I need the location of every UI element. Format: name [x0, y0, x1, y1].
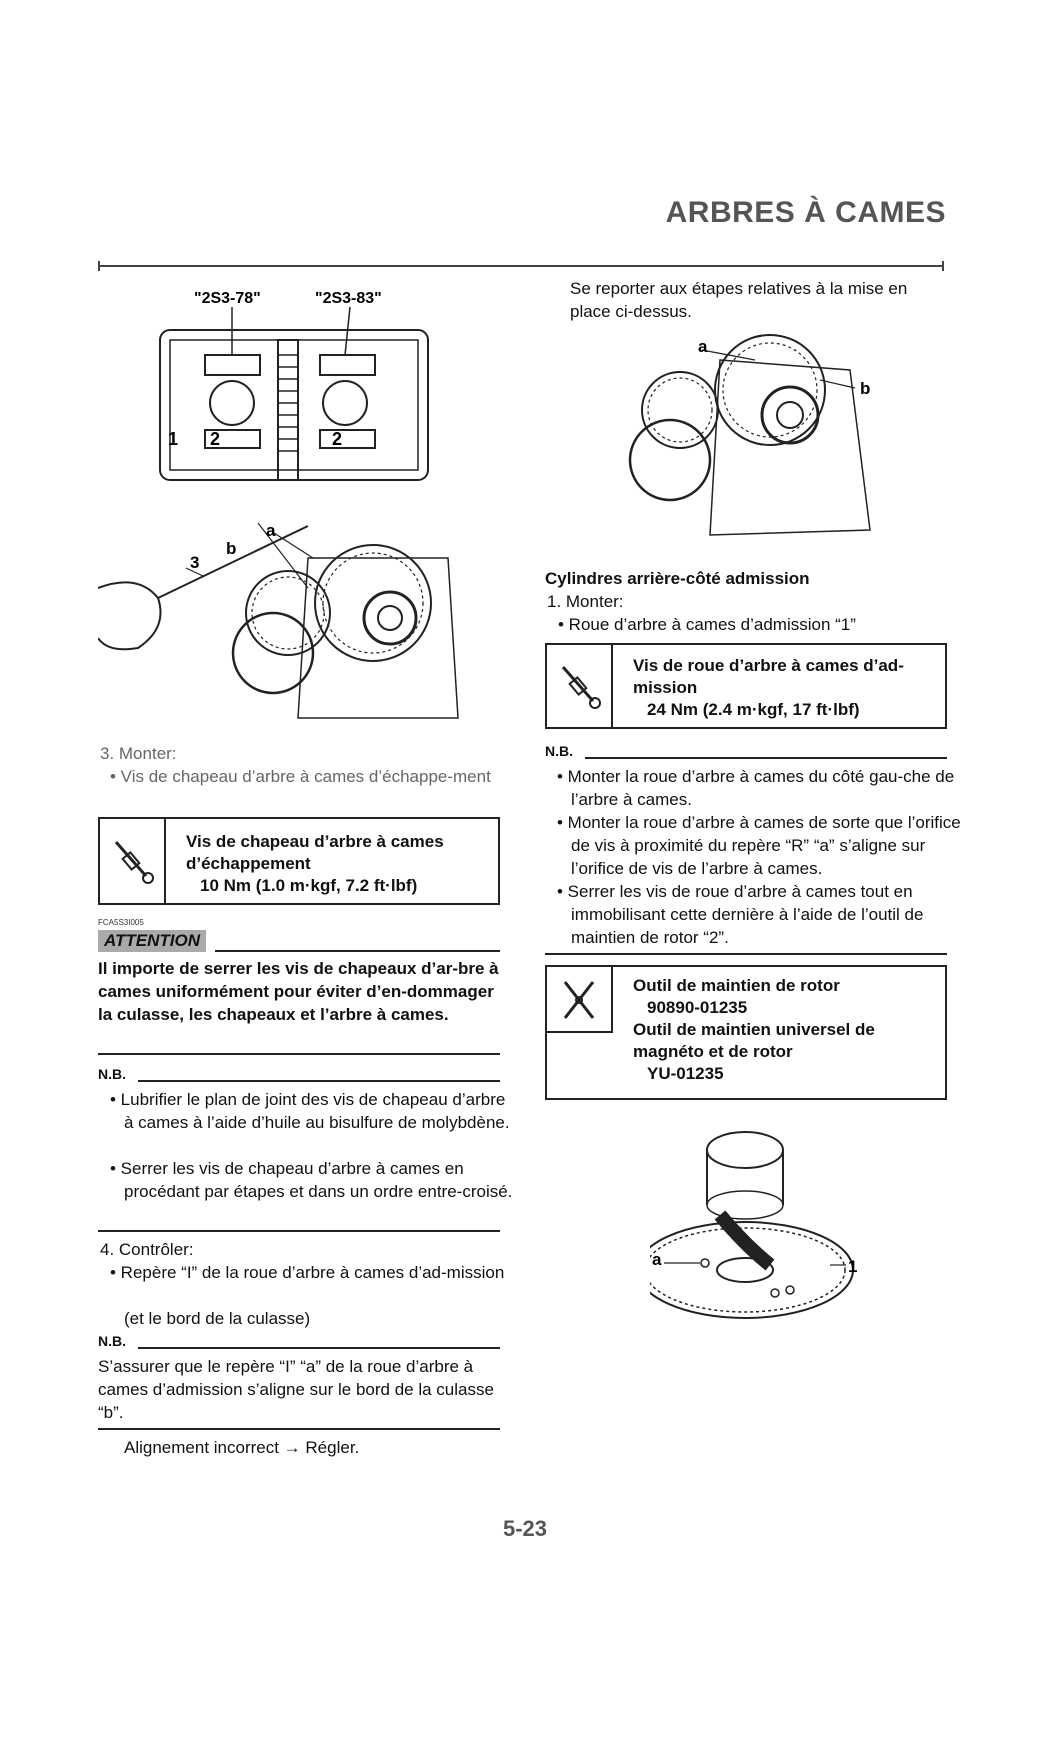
figure-intake-sprocket — [620, 330, 880, 550]
fig2-callout-3: 3 — [190, 553, 200, 572]
step-3-item: • Vis de chapeau d’arbre à cames d’échappe-ment — [110, 767, 491, 786]
attention-text: Il importe de serrer les vis de chapeaux d’ar-bre à cames uniformément pour éviter d’en-dommager la culasse, les chapeaux et l’arbre à cames. — [98, 959, 499, 1024]
nb3-item1: • Monter la roue d’arbre à cames du côté gau-che de l’arbre à cames. — [557, 767, 955, 809]
spec1-line1: Vis de chapeau d’arbre à cames — [186, 832, 444, 851]
attention-rule — [215, 950, 500, 952]
page-title: ARBRES À CAMES — [665, 196, 946, 229]
tool-line5: YU-01235 — [647, 1064, 724, 1083]
spec1-line2: d’échappement — [186, 854, 311, 873]
fig1-label-right: "2S3-83" — [315, 290, 382, 307]
step-1-item: • Roue d’arbre à cames d’admission “1” — [558, 615, 856, 634]
nb3-item2: • Monter la roue d’arbre à cames de sorte que l’orifice de vis à proximité du repère “R” “a” s’aligne sur l’orifice de vis de l’arbre à cames. — [557, 813, 961, 878]
nb2-rule — [138, 1347, 500, 1349]
rotor-holder-tool-icon — [547, 967, 613, 1033]
nb1-end-rule — [98, 1230, 500, 1232]
attention-label: ATTENTION — [98, 930, 206, 952]
nb1-item1: • Lubrifier le plan de joint des vis de chapeau d’arbre à cames à l’aide d’huile au bisulfure de molybdène. — [110, 1090, 510, 1132]
fig1-callout-2b: 2 — [332, 429, 343, 449]
fig1-callout-2a: 2 — [210, 429, 221, 449]
spec-box-intake — [545, 643, 947, 729]
header-rule — [98, 265, 944, 267]
fig3-callout-a: a — [698, 337, 708, 356]
step-4-sub: (et le bord de la culasse) — [124, 1309, 311, 1328]
fig4-callout-a: a — [652, 1250, 662, 1269]
section-title: Cylindres arrière-côté admission — [545, 569, 810, 588]
tool-line1: Outil de maintien de rotor — [633, 976, 840, 995]
fig1-label-left: "2S3-78" — [194, 290, 261, 307]
tool-box — [545, 965, 947, 1100]
intro-text: Se reporter aux étapes relatives à la mise en place ci-dessus. — [570, 279, 908, 321]
figure-sprocket-alignment — [98, 518, 488, 743]
fig4-callout-1: 1 — [848, 1257, 858, 1276]
spec2-value: 24 Nm (2.4 m·kgf, 17 ft·lbf) — [647, 700, 860, 719]
fig3-callout-b: b — [860, 379, 871, 398]
torque-wrench-icon — [547, 645, 613, 727]
spec-box-exhaust — [98, 817, 500, 905]
spec2-line2: mission — [633, 678, 698, 697]
figure-camshaft-sprocket — [650, 1115, 870, 1330]
tool-line3: Outil de maintien universel de — [633, 1020, 875, 1039]
code-ref: FCA5S3I005 — [98, 918, 144, 927]
nb2-label: N.B. — [98, 1333, 126, 1349]
nb1-item2: • Serrer les vis de chapeau d’arbre à cames en procédant par étapes et dans un ordre entre-croisé. — [110, 1159, 513, 1201]
nb2-end-rule — [98, 1428, 500, 1430]
fig2-callout-b: b — [226, 539, 237, 558]
attention-end-rule — [98, 1053, 500, 1055]
nb3-label: N.B. — [545, 743, 573, 759]
tool-line4: magnéto et de rotor — [633, 1042, 793, 1061]
fig2-callout-a: a — [266, 521, 276, 540]
torque-wrench-icon — [100, 819, 166, 903]
spec1-value: 10 Nm (1.0 m·kgf, 7.2 ft·lbf) — [200, 876, 418, 895]
step-4-item: • Repère “I” de la roue d’arbre à cames d’ad-mission — [110, 1263, 505, 1282]
nb3-end-rule — [545, 953, 947, 955]
page-number: 5-23 — [502, 1516, 548, 1541]
step-4: 4. Contrôler: — [100, 1240, 194, 1259]
nb3-item3: • Serrer les vis de roue d’arbre à cames tout en immobilisant cette dernière à l’aide de l’outil de maintien de rotor “2”. — [557, 882, 924, 947]
step-3: 3. Monter: — [100, 744, 177, 763]
step-1: 1. Monter: — [547, 592, 624, 611]
nb2-text: S’assurer que le repère “I” “a” de la roue d’arbre à cames d’admission s’aligne sur le bord de la culasse “b”. — [98, 1357, 494, 1422]
misalignment-action: Alignement incorrect → Régler. — [124, 1438, 360, 1457]
fig1-callout-1: 1 — [168, 429, 179, 449]
spec2-line1: Vis de roue d’arbre à cames d’ad- — [633, 656, 904, 675]
nb3-rule — [585, 757, 947, 759]
nb1-rule — [138, 1080, 500, 1082]
nb1-label: N.B. — [98, 1066, 126, 1082]
figure-cylinder-head — [150, 285, 440, 495]
tool-line2: 90890-01235 — [647, 998, 748, 1017]
